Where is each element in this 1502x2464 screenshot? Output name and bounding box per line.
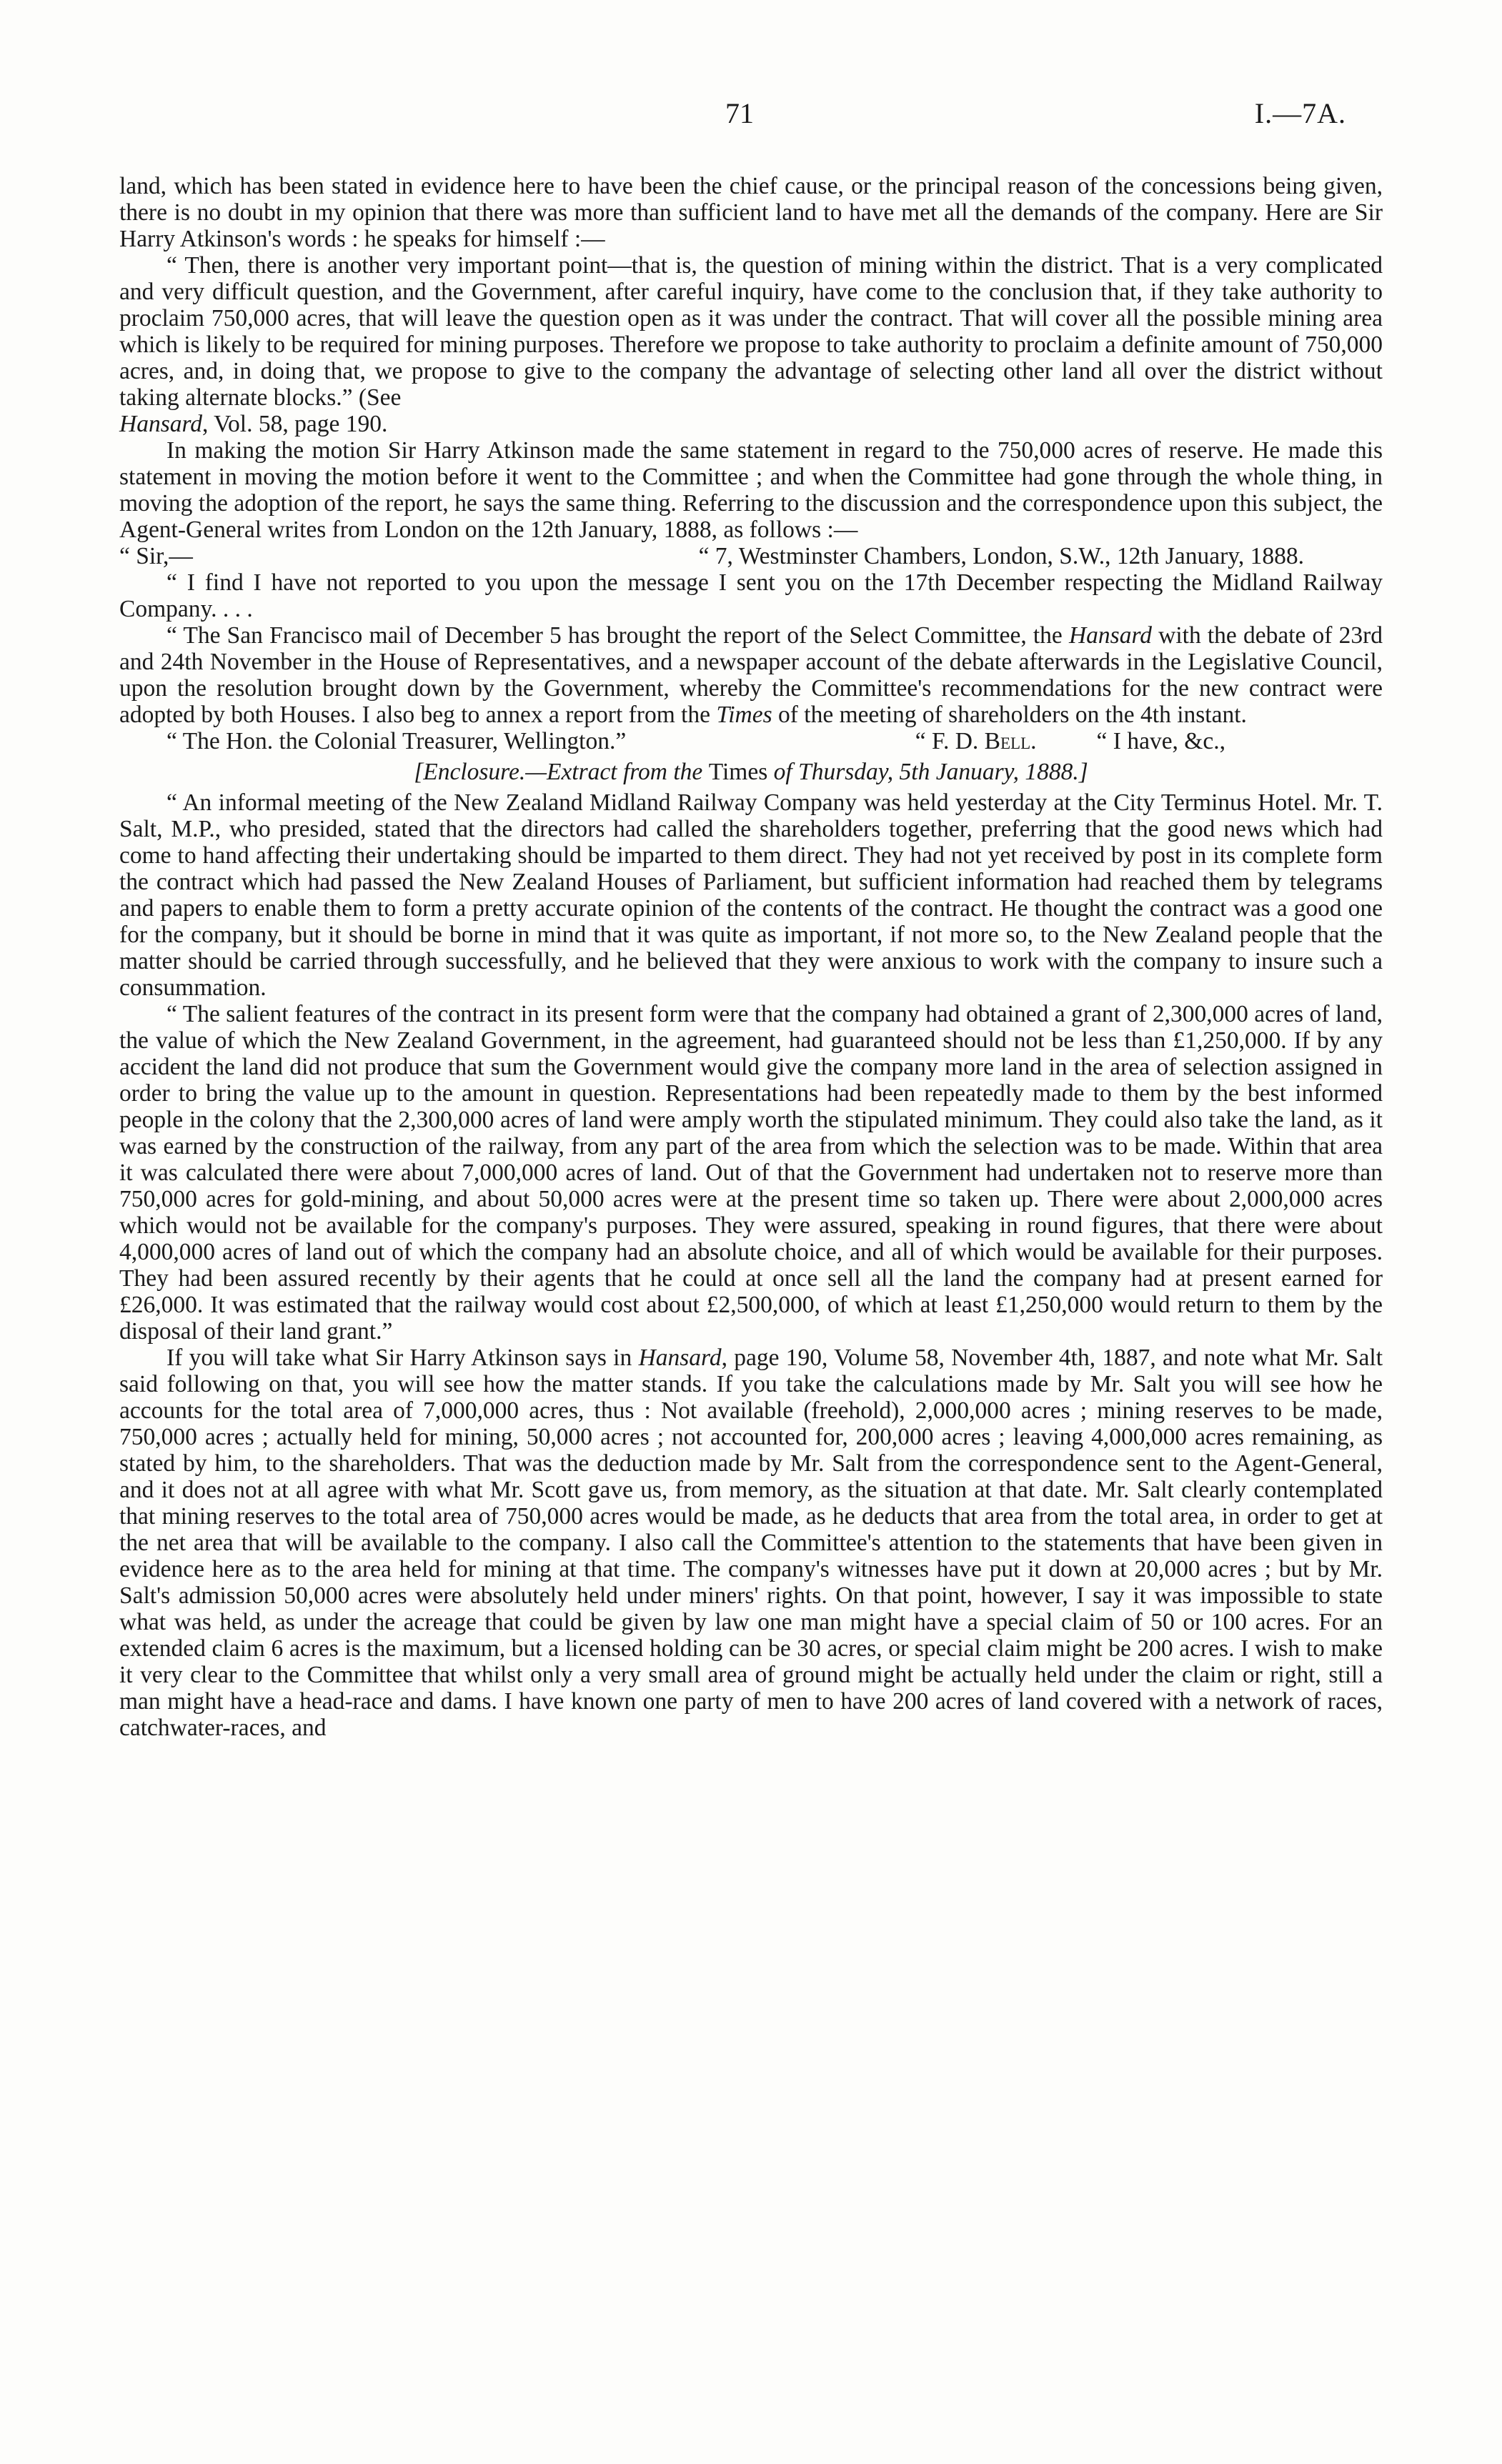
hansard-ref-italic: Hansard — [119, 411, 203, 437]
document-body — [119, 173, 1383, 1741]
page-number: 71 — [725, 97, 754, 129]
letter-times: Times — [716, 702, 772, 728]
paragraph-motion: In making the motion Sir Harry Atkinson made the same statement in regard to the 750,000 acres of reserve. He made this statement in moving the motion before it went to the Committee ; and when the Committee had gone through the whole thing, in moving the adoption of the report, he says the same thing. Referring to the discussion and the correspondence upon this subject, the Agent-General writes from London on the 12th January, 1888, as follows :— — [119, 437, 1383, 543]
paragraph-atkinson-quote — [119, 252, 1383, 437]
letter-heading — [119, 543, 1383, 569]
enclosure-text-a: [Enclosure.—Extract from the — [414, 759, 703, 785]
paragraph-salient-features: “ The salient features of the contract in its present form were that the company had obtained a grant of 2,300,000 acres of land, the value of which the New Zealand Government, in the agreement, had guaranteed should not be less than £1,250,000. If by any accident the land did not produce that sum the Government would give the company more land in the area of selection assigned in order to bring the value up to the amount in question. Representations had been repeatedly made to them by the best informed people in the colony that the 2,300,000 acres of land were amply worth the stipulated minimum. They could also take the land, as it was earned by the construction of the railway, from any part of the area from which the selection was to be made. Within that area it was calculated there were about 7,000,000 acres of land. Out of that the Government had undertaken not to reserve more than 750,000 acres for gold-mining, and about 50,000 acres were at the present time so taken up. There were about 2,000,000 acres which would not be available for the company's purposes. They were assured, speaking in round figures, that there were about 4,000,000 acres of land out of which the company had an absolute choice, and all of which would be available for their purposes. They had been assured recently by their agents that he could at once sell all the land the company had at present earned for £26,000. It was estimated that the railway would cost about £2,500,000, of which at least £1,250,000 would return to them by the disposal of their land grant.” — [119, 1001, 1383, 1345]
quote-text: “ Then, there is another very important point—that is, the question of mining within the district. That is a very complicated and very difficult question, and the Government, after careful inquiry, have come to the conclusion that, if they take authority to proclaim 750,000 acres, that will leave the question open as it was under the contract. That will cover all the possible mining area which is likely to be required for mining purposes. Therefore we propose to take authority to proclaim a definite amount of 750,000 acres, and, in doing that, we propose to give to the company the advantage of selecting other land all over the district without taking alternate blocks.” (See — [119, 252, 1383, 411]
addressee: “ The Hon. the Colonial Treasurer, Wellington.” — [166, 728, 627, 754]
paragraph-meeting: “ An informal meeting of the New Zealand Midland Railway Company was held yesterday at the City Terminus Hotel. Mr. T. Salt, M.P., who presided, stated that the directors had called the shareholders together, preferring that the good news which had come to hand affecting their undertaking should be imparted to them direct. They had not yet received by post in its complete form the contract which had passed the New Zealand Houses of Parliament, but sufficient information had reached them by telegrams and papers to enable them to form a pretty accurate opinion of the contents of the contract. He thought the contract was a good one for the company, but it should be borne in mind that it was quite as important, if not more so, to the New Zealand people that the matter should be carried through successfully, and he believed that they were anxious to work with the company to insure such a consummation. — [119, 789, 1383, 1001]
page-header — [0, 97, 1502, 136]
letter-text-a: “ The San Francisco mail of December 5 has brought the report of the Select Committee, the — [166, 622, 1063, 649]
letter-address: “ 7, Westminster Chambers, London, S.W., 12th January, 1888. — [698, 543, 1304, 569]
signature-row — [119, 728, 1050, 754]
signature: “ F. D. Bell. — [915, 728, 1037, 754]
letter-salutation: “ Sir,— — [119, 543, 193, 569]
paragraph-intro: land, which has been stated in evidence here to have been the chief cause, or the principal reason of the concessions being given, there is no doubt in my opinion that there was more than sufficient land to have met all the demands of the company. Here are Sir Harry Atkinson's words : he speaks for himself :— — [119, 173, 1383, 252]
enclosure-text-b: of Thursday, 5th January, 1888.] — [773, 759, 1088, 785]
calc-hansard: Hansard — [638, 1345, 722, 1371]
letter-text-c: of the meeting of shareholders on the 4th instant. — [778, 702, 1247, 728]
enclosure-heading — [119, 759, 1383, 785]
letter-hansard: Hansard — [1068, 622, 1152, 649]
paragraph-salt-calculations — [119, 1345, 1383, 1741]
letter-closing: “ I have, &c., — [1096, 728, 1225, 754]
letter-text-b: with the debate of 23rd and 24th November in the House of Representatives, and a newspaper account of the debate afterwards in the Legislative Council, upon the resolution brought down by the Government, whereby the Committee's recommendations for the new contract were adopted by both Houses. I also beg to annex a report from the — [119, 622, 1383, 728]
document-reference: I.—7A. — [1254, 97, 1346, 129]
calc-text-a: If you will take what Sir Harry Atkinson says in — [166, 1345, 632, 1371]
enclosure-times: Times — [708, 759, 768, 785]
paragraph-letter-1: “ I find I have not reported to you upon the message I sent you on the 17th December respecting the Midland Railway Company. . . . — [119, 569, 1383, 622]
calc-text-b: , page 190, Volume 58, November 4th, 1887, and note what Mr. Salt said following on that, you will see how the matter stands. If you take the calculations made by Mr. Salt you will see how he accounts for the total area of 7,000,000 acres, thus : Not available (freehold), 2,000,000 acres ; mining reserves to be made, 750,000 acres ; actually held for mining, 50,000 acres ; not accounted for, 200,000 acres ; leaving 4,000,000 acres remaining, as stated by him, to the shareholders. That was the deduction made by Mr. Salt from the correspondence sent to the Agent-General, and it does not at all agree with what Mr. Scott gave us, from memory, as the situation at that date. Mr. Salt clearly contemplated that mining reserves to the total area of 750,000 acres would be made, as he deducts that area from the total area, in order to get at the net area that will be available to the company. I also call the Committee's attention to the statements that have been given in evidence here as to the area held for mining at that time. The company's witnesses have put it down at 20,000 acres ; but by Mr. Salt's admission 50,000 acres were absolutely held under miners' rights. On that point, however, I say it was impossible to state what was held, as under the acreage that could be given by law one man might have a special claim of 50 or 100 acres. For an extended claim 6 acres is the maximum, but a licensed holding can be 30 acres, or special claim might be 200 acres. I wish to make it very clear to the Committee that whilst only a very small area of ground might be actually held under the claim or right, still a man might have a head-race and dams. I have known one party of men to have 200 acres of land covered with a network of races, catchwater-races, and — [119, 1345, 1383, 1741]
hansard-ref-rest: , Vol. 58, page 190. — [202, 411, 388, 437]
